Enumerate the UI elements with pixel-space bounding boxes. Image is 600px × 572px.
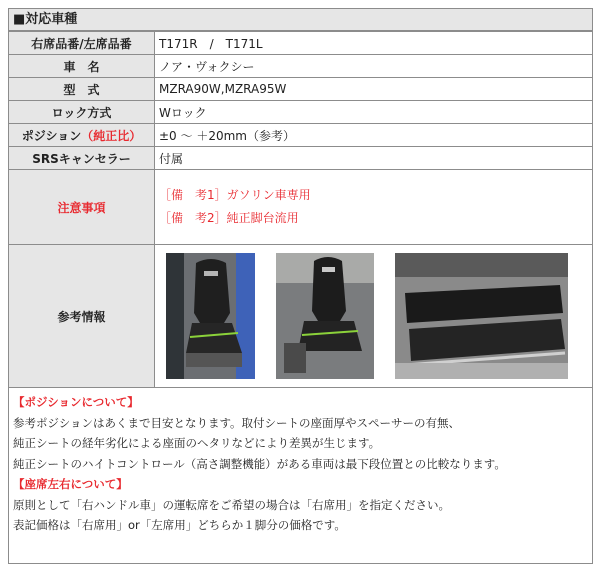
spec-table	[8, 31, 593, 388]
row-label-position	[9, 124, 155, 147]
row-value-position: ±0 ～ ＋20mm（参考）	[155, 124, 593, 147]
row-value-part-number: T171R / T171L	[155, 32, 593, 55]
row-value-model: MZRA90W,MZRA95W	[155, 78, 593, 101]
seat-photo-front-icon	[166, 253, 255, 379]
seat-rail-photo-icon	[395, 253, 568, 379]
seat-side-heading: 【座席左右について】	[13, 477, 128, 491]
reference-photos	[155, 245, 593, 388]
seat-photo-side-icon	[276, 253, 374, 379]
row-label-lock-type: ロック方式	[9, 101, 155, 124]
table-row	[9, 101, 593, 124]
row-label-srs: SRSキャンセラー	[9, 147, 155, 170]
seat-side-line-1: 原則として「右ハンドル車」の運転席をご希望の場合は「右席用」を指定ください。	[13, 497, 450, 512]
caution-note-1: ［備 考1］ガソリン車専用	[159, 188, 311, 202]
row-label-part-number: 右席品番/左席品番	[9, 32, 155, 55]
table-row	[9, 147, 593, 170]
row-label-model: 型 式	[9, 78, 155, 101]
caution-notes	[155, 170, 593, 245]
row-value-car-name: ノア・ヴォクシー	[155, 55, 593, 78]
caution-label: 注意事項	[9, 170, 155, 245]
reference-label: 参考情報	[9, 245, 155, 388]
position-heading: 【ポジションについて】	[13, 395, 139, 409]
section-title: ■対応車種	[9, 9, 592, 31]
position-label-red: （純正比）	[81, 128, 142, 143]
table-row	[9, 55, 593, 78]
caution-note-2: ［備 考2］純正脚台流用	[159, 211, 299, 225]
position-label-main: ポジション	[21, 128, 82, 143]
row-value-lock-type: Wロック	[155, 101, 593, 124]
position-line-2: 純正シートの経年劣化による座面のヘタリなどにより差異が生じます。	[13, 436, 381, 450]
footer-notes	[9, 388, 592, 536]
position-line-3: 純正シートのハイトコントロール（高さ調整機能）がある車両は最下段位置との比較なります。	[13, 456, 506, 471]
table-row	[9, 124, 593, 147]
spec-card	[8, 8, 593, 564]
table-row	[9, 170, 593, 245]
table-row	[9, 32, 593, 55]
table-row	[9, 245, 593, 388]
position-line-1: 参考ポジションはあくまで目安となります。取付シートの座面厚やスペーサーの有無、	[13, 415, 461, 430]
row-value-srs: 付属	[155, 147, 593, 170]
seat-side-line-2: 表記価格は「右席用」or「左席用」どちらか１脚分の価格です。	[13, 518, 346, 532]
table-row	[9, 78, 593, 101]
row-label-car-name: 車 名	[9, 55, 155, 78]
